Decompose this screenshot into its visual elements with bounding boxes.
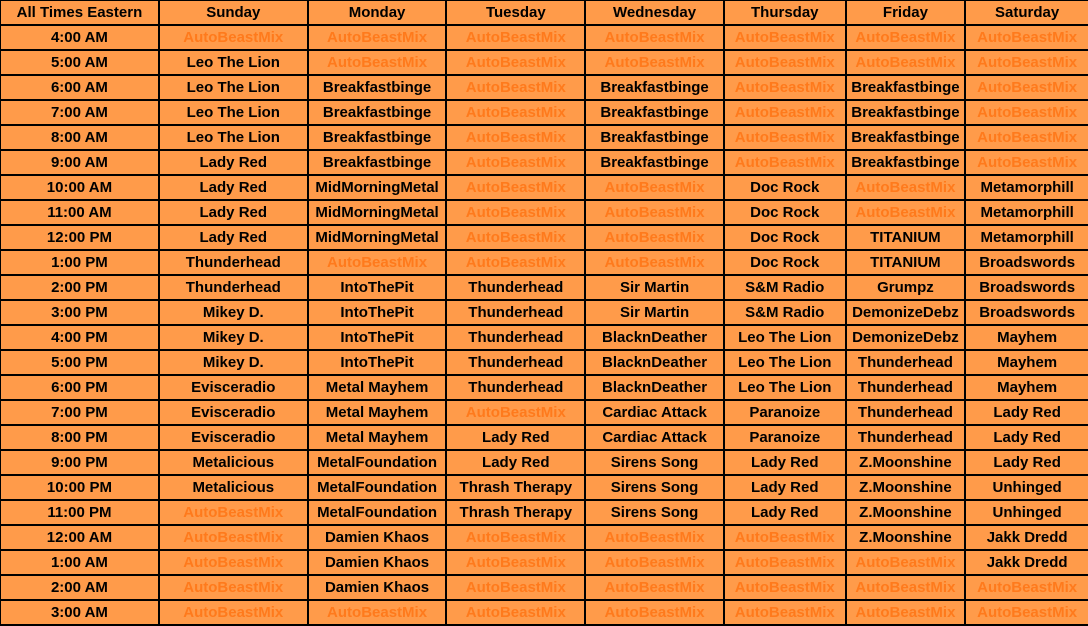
show-cell: Z.Moonshine — [847, 451, 965, 474]
show-cell: AutoBeastMix — [447, 526, 584, 549]
show-cell: Mayhem — [966, 351, 1088, 374]
time-cell: 7:00 PM — [1, 401, 158, 424]
show-cell: AutoBeastMix — [160, 501, 307, 524]
time-cell: 1:00 PM — [1, 251, 158, 274]
show-cell: Sirens Song — [586, 501, 723, 524]
table-row — [1, 101, 1088, 124]
day-header-sunday: Sunday — [160, 1, 307, 24]
show-cell: Metamorphill — [966, 176, 1088, 199]
show-cell: Lady Red — [160, 201, 307, 224]
show-cell: IntoThePit — [309, 326, 446, 349]
show-cell: Lady Red — [966, 401, 1088, 424]
show-cell: Z.Moonshine — [847, 476, 965, 499]
show-cell: Doc Rock — [725, 251, 845, 274]
show-cell: Breakfastbinge — [847, 126, 965, 149]
show-cell: Lady Red — [160, 176, 307, 199]
show-cell: AutoBeastMix — [725, 576, 845, 599]
table-row — [1, 301, 1088, 324]
time-cell: 5:00 PM — [1, 351, 158, 374]
time-cell: 8:00 AM — [1, 126, 158, 149]
show-cell: AutoBeastMix — [447, 576, 584, 599]
show-cell: Jakk Dredd — [966, 551, 1088, 574]
time-cell: 6:00 PM — [1, 376, 158, 399]
show-cell: AutoBeastMix — [447, 551, 584, 574]
show-cell: MidMorningMetal — [309, 176, 446, 199]
show-cell: AutoBeastMix — [447, 101, 584, 124]
show-cell: Thunderhead — [160, 251, 307, 274]
show-cell: Thunderhead — [847, 401, 965, 424]
show-cell: Thrash Therapy — [447, 476, 584, 499]
show-cell: AutoBeastMix — [586, 576, 723, 599]
show-cell: AutoBeastMix — [586, 526, 723, 549]
show-cell: Breakfastbinge — [847, 76, 965, 99]
show-cell: Damien Khaos — [309, 576, 446, 599]
show-cell: AutoBeastMix — [586, 551, 723, 574]
time-cell: 11:00 PM — [1, 501, 158, 524]
show-cell: Doc Rock — [725, 201, 845, 224]
time-cell: 9:00 AM — [1, 151, 158, 174]
show-cell: AutoBeastMix — [447, 126, 584, 149]
show-cell: Leo The Lion — [160, 126, 307, 149]
show-cell: Lady Red — [160, 151, 307, 174]
show-cell: AutoBeastMix — [725, 76, 845, 99]
show-cell: AutoBeastMix — [966, 51, 1088, 74]
show-cell: AutoBeastMix — [309, 601, 446, 624]
show-cell: Thunderhead — [447, 276, 584, 299]
show-cell: Damien Khaos — [309, 526, 446, 549]
show-cell: Breakfastbinge — [586, 126, 723, 149]
show-cell: Breakfastbinge — [586, 151, 723, 174]
show-cell: AutoBeastMix — [725, 601, 845, 624]
show-cell: Broadswords — [966, 301, 1088, 324]
show-cell: Evisceradio — [160, 426, 307, 449]
show-cell: AutoBeastMix — [725, 526, 845, 549]
show-cell: Mayhem — [966, 326, 1088, 349]
table-row — [1, 26, 1088, 49]
show-cell: Thunderhead — [447, 301, 584, 324]
day-header-saturday: Saturday — [966, 1, 1088, 24]
show-cell: AutoBeastMix — [966, 26, 1088, 49]
show-cell: AutoBeastMix — [847, 176, 965, 199]
show-cell: Leo The Lion — [160, 51, 307, 74]
show-cell: Thunderhead — [847, 426, 965, 449]
show-cell: AutoBeastMix — [966, 76, 1088, 99]
show-cell: IntoThePit — [309, 351, 446, 374]
show-cell: AutoBeastMix — [847, 576, 965, 599]
show-cell: Unhinged — [966, 476, 1088, 499]
show-cell: MetalFoundation — [309, 476, 446, 499]
show-cell: Metamorphill — [966, 201, 1088, 224]
show-cell: Breakfastbinge — [309, 126, 446, 149]
show-cell: Breakfastbinge — [309, 76, 446, 99]
table-row — [1, 476, 1088, 499]
show-cell: AutoBeastMix — [725, 126, 845, 149]
show-cell: AutoBeastMix — [447, 251, 584, 274]
show-cell: Doc Rock — [725, 226, 845, 249]
time-cell: 1:00 AM — [1, 551, 158, 574]
show-cell: Mikey D. — [160, 326, 307, 349]
show-cell: AutoBeastMix — [447, 226, 584, 249]
show-cell: AutoBeastMix — [309, 26, 446, 49]
show-cell: AutoBeastMix — [725, 151, 845, 174]
table-row — [1, 451, 1088, 474]
show-cell: Paranoize — [725, 401, 845, 424]
show-cell: BlacknDeather — [586, 326, 723, 349]
time-cell: 10:00 AM — [1, 176, 158, 199]
show-cell: Metalicious — [160, 476, 307, 499]
show-cell: Breakfastbinge — [309, 101, 446, 124]
table-row — [1, 176, 1088, 199]
show-cell: AutoBeastMix — [447, 151, 584, 174]
show-cell: BlacknDeather — [586, 376, 723, 399]
show-cell: AutoBeastMix — [586, 601, 723, 624]
time-cell: 12:00 PM — [1, 226, 158, 249]
show-cell: Leo The Lion — [160, 101, 307, 124]
time-cell: 11:00 AM — [1, 201, 158, 224]
show-cell: DemonizeDebz — [847, 301, 965, 324]
show-cell: AutoBeastMix — [586, 251, 723, 274]
time-cell: 7:00 AM — [1, 101, 158, 124]
show-cell: Doc Rock — [725, 176, 845, 199]
show-cell: MidMorningMetal — [309, 201, 446, 224]
show-cell: Breakfastbinge — [847, 151, 965, 174]
schedule-body — [1, 26, 1088, 624]
show-cell: IntoThePit — [309, 276, 446, 299]
show-cell: Mikey D. — [160, 301, 307, 324]
table-row — [1, 251, 1088, 274]
table-row — [1, 51, 1088, 74]
show-cell: AutoBeastMix — [847, 551, 965, 574]
show-cell: Metalicious — [160, 451, 307, 474]
show-cell: AutoBeastMix — [725, 101, 845, 124]
table-row — [1, 551, 1088, 574]
show-cell: AutoBeastMix — [725, 551, 845, 574]
table-row — [1, 526, 1088, 549]
show-cell: AutoBeastMix — [847, 26, 965, 49]
table-row — [1, 226, 1088, 249]
show-cell: Damien Khaos — [309, 551, 446, 574]
show-cell: Cardiac Attack — [586, 426, 723, 449]
show-cell: AutoBeastMix — [447, 76, 584, 99]
time-cell: 6:00 AM — [1, 76, 158, 99]
show-cell: Sir Martin — [586, 276, 723, 299]
show-cell: Metamorphill — [966, 226, 1088, 249]
show-cell: AutoBeastMix — [966, 576, 1088, 599]
show-cell: Lady Red — [447, 426, 584, 449]
show-cell: AutoBeastMix — [847, 601, 965, 624]
show-cell: Breakfastbinge — [847, 101, 965, 124]
show-cell: Evisceradio — [160, 376, 307, 399]
time-cell: 10:00 PM — [1, 476, 158, 499]
show-cell: Lady Red — [725, 476, 845, 499]
show-cell: AutoBeastMix — [725, 51, 845, 74]
show-cell: Thunderhead — [447, 351, 584, 374]
show-cell: Metal Mayhem — [309, 426, 446, 449]
show-cell: Mayhem — [966, 376, 1088, 399]
header-row — [1, 1, 1088, 24]
show-cell: AutoBeastMix — [966, 101, 1088, 124]
show-cell: Broadswords — [966, 251, 1088, 274]
show-cell: AutoBeastMix — [447, 26, 584, 49]
table-row — [1, 576, 1088, 599]
show-cell: Lady Red — [725, 501, 845, 524]
show-cell: Mikey D. — [160, 351, 307, 374]
show-cell: Z.Moonshine — [847, 526, 965, 549]
time-cell: 3:00 AM — [1, 601, 158, 624]
show-cell: AutoBeastMix — [160, 576, 307, 599]
show-cell: MetalFoundation — [309, 501, 446, 524]
show-cell: Breakfastbinge — [586, 76, 723, 99]
time-cell: 4:00 PM — [1, 326, 158, 349]
show-cell: Lady Red — [966, 426, 1088, 449]
time-cell: 5:00 AM — [1, 51, 158, 74]
show-cell: AutoBeastMix — [966, 126, 1088, 149]
table-row — [1, 501, 1088, 524]
table-row — [1, 76, 1088, 99]
show-cell: Paranoize — [725, 426, 845, 449]
show-cell: Lady Red — [160, 226, 307, 249]
time-cell: 9:00 PM — [1, 451, 158, 474]
show-cell: IntoThePit — [309, 301, 446, 324]
show-cell: AutoBeastMix — [586, 176, 723, 199]
show-cell: Lady Red — [447, 451, 584, 474]
show-cell: AutoBeastMix — [725, 26, 845, 49]
show-cell: MidMorningMetal — [309, 226, 446, 249]
show-cell: Breakfastbinge — [586, 101, 723, 124]
show-cell: TITANIUM — [847, 226, 965, 249]
show-cell: Broadswords — [966, 276, 1088, 299]
table-row — [1, 201, 1088, 224]
day-header-thursday: Thursday — [725, 1, 845, 24]
show-cell: Leo The Lion — [725, 326, 845, 349]
show-cell: Jakk Dredd — [966, 526, 1088, 549]
show-cell: AutoBeastMix — [309, 51, 446, 74]
show-cell: Leo The Lion — [725, 351, 845, 374]
show-cell: S&M Radio — [725, 301, 845, 324]
show-cell: MetalFoundation — [309, 451, 446, 474]
show-cell: Evisceradio — [160, 401, 307, 424]
show-cell: Metal Mayhem — [309, 376, 446, 399]
day-header-friday: Friday — [847, 1, 965, 24]
show-cell: Leo The Lion — [725, 376, 845, 399]
table-row — [1, 151, 1088, 174]
show-cell: AutoBeastMix — [847, 51, 965, 74]
show-cell: Breakfastbinge — [309, 151, 446, 174]
time-cell: 2:00 AM — [1, 576, 158, 599]
show-cell: S&M Radio — [725, 276, 845, 299]
table-row — [1, 326, 1088, 349]
schedule-header — [1, 1, 1088, 24]
show-cell: AutoBeastMix — [447, 176, 584, 199]
time-cell: 2:00 PM — [1, 276, 158, 299]
show-cell: BlacknDeather — [586, 351, 723, 374]
show-cell: Grumpz — [847, 276, 965, 299]
show-cell: AutoBeastMix — [966, 601, 1088, 624]
show-cell: AutoBeastMix — [966, 151, 1088, 174]
show-cell: AutoBeastMix — [160, 26, 307, 49]
show-cell: Thunderhead — [447, 376, 584, 399]
table-row — [1, 126, 1088, 149]
show-cell: AutoBeastMix — [447, 401, 584, 424]
show-cell: TITANIUM — [847, 251, 965, 274]
time-cell: 3:00 PM — [1, 301, 158, 324]
time-cell: 4:00 AM — [1, 26, 158, 49]
table-row — [1, 401, 1088, 424]
time-cell: 12:00 AM — [1, 526, 158, 549]
show-cell: Leo The Lion — [160, 76, 307, 99]
show-cell: AutoBeastMix — [447, 601, 584, 624]
show-cell: AutoBeastMix — [586, 226, 723, 249]
show-cell: Thrash Therapy — [447, 501, 584, 524]
show-cell: Thunderhead — [160, 276, 307, 299]
show-cell: Metal Mayhem — [309, 401, 446, 424]
table-row — [1, 376, 1088, 399]
show-cell: Sirens Song — [586, 476, 723, 499]
show-cell: AutoBeastMix — [586, 26, 723, 49]
table-row — [1, 351, 1088, 374]
day-header-tuesday: Tuesday — [447, 1, 584, 24]
show-cell: Cardiac Attack — [586, 401, 723, 424]
show-cell: AutoBeastMix — [447, 201, 584, 224]
day-header-monday: Monday — [309, 1, 446, 24]
show-cell: Lady Red — [725, 451, 845, 474]
show-cell: Lady Red — [966, 451, 1088, 474]
show-cell: Unhinged — [966, 501, 1088, 524]
show-cell: AutoBeastMix — [447, 51, 584, 74]
show-cell: Thunderhead — [447, 326, 584, 349]
show-cell: Z.Moonshine — [847, 501, 965, 524]
show-cell: AutoBeastMix — [160, 526, 307, 549]
table-row — [1, 276, 1088, 299]
time-cell: 8:00 PM — [1, 426, 158, 449]
show-cell: DemonizeDebz — [847, 326, 965, 349]
day-header-wednesday: Wednesday — [586, 1, 723, 24]
show-cell: AutoBeastMix — [586, 201, 723, 224]
show-cell: AutoBeastMix — [309, 251, 446, 274]
show-cell: AutoBeastMix — [160, 551, 307, 574]
show-cell: AutoBeastMix — [586, 51, 723, 74]
timezone-header: All Times Eastern — [1, 1, 158, 24]
show-cell: Thunderhead — [847, 351, 965, 374]
show-cell: Sir Martin — [586, 301, 723, 324]
show-cell: Thunderhead — [847, 376, 965, 399]
table-row — [1, 426, 1088, 449]
show-cell: Sirens Song — [586, 451, 723, 474]
show-cell: AutoBeastMix — [160, 601, 307, 624]
show-cell: AutoBeastMix — [847, 201, 965, 224]
